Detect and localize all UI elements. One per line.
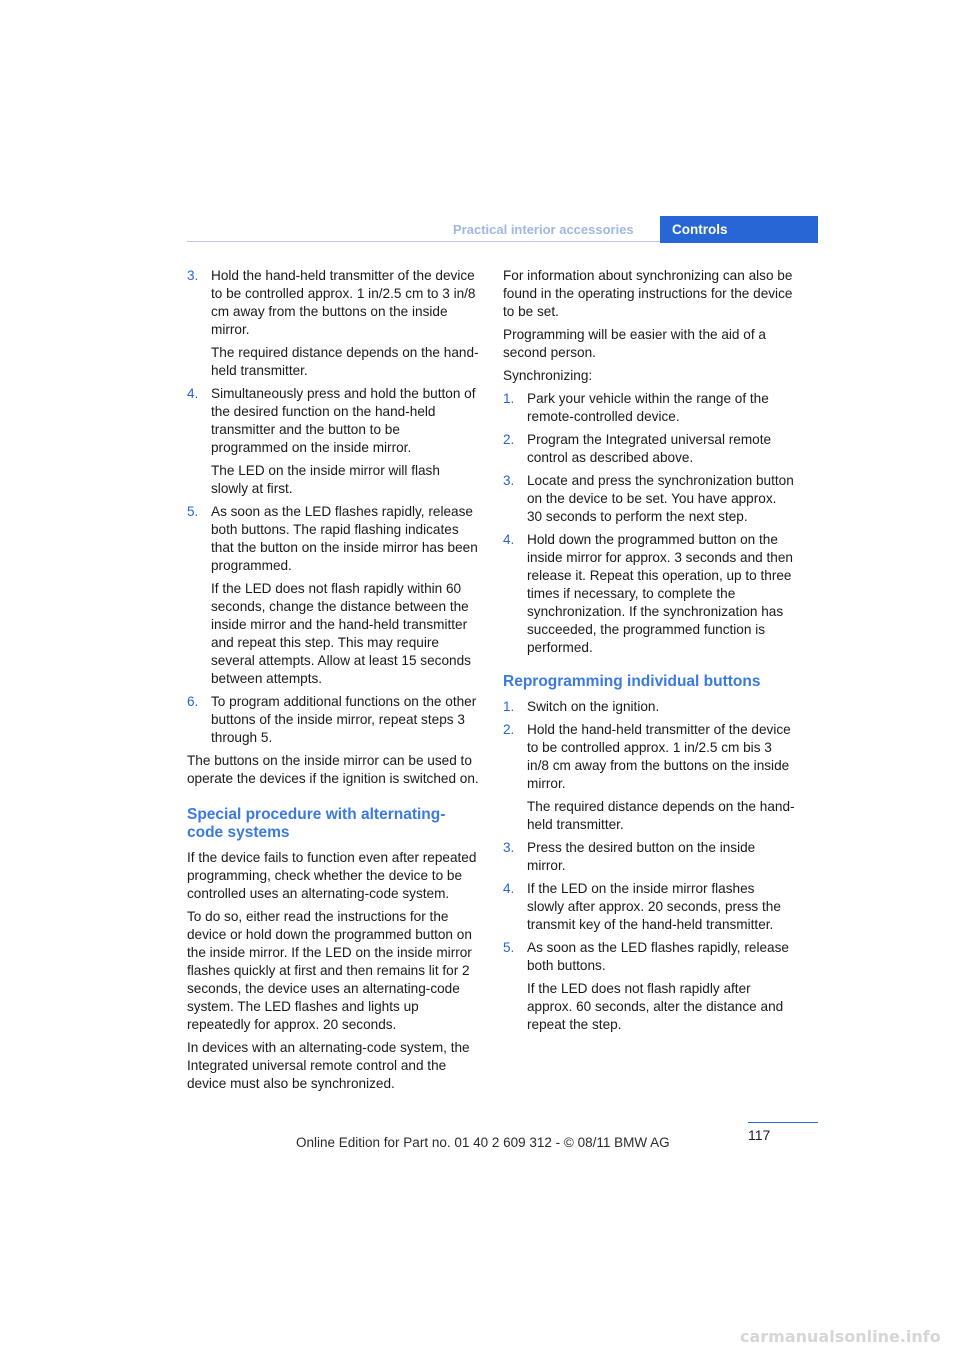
paragraph: For information about synchronizing can also be found in the operating instructions for the device to be set. (503, 268, 793, 319)
step-note: If the LED does not flash rapidly after approx. 60 seconds, alter the distance and repeat the step. (527, 981, 784, 1032)
step-number: 4. (503, 881, 515, 896)
paragraph: Synchronizing: (503, 368, 593, 383)
paragraph: If the device fails to function even after repeated programming, check whether the device to be controlled uses an alternating-code system. (187, 850, 477, 901)
step-text: Switch on the ignition. (527, 699, 660, 714)
step-number: 1. (503, 391, 515, 406)
step-item (503, 880, 795, 934)
page-number: 117 (748, 1127, 771, 1143)
step-item (187, 503, 479, 575)
footer-divider (748, 1122, 818, 1123)
step-text: Press the desired button on the inside mirror. (527, 840, 756, 873)
step-item (503, 839, 795, 875)
step-item (503, 531, 795, 657)
section-heading: Special procedure with alternating-code systems (187, 806, 446, 841)
step-note: If the LED does not flash rapidly within 60 seconds, change the distance between the inside mirror and the hand-held transmitter and repeat this step. This may require several attempts. Allow at least 15 seconds between attempts. (211, 581, 471, 686)
step-text: As soon as the LED flashes rapidly, release both buttons. The rapid flashing indicates that the button on the inside mirror has been programmed. (211, 504, 478, 573)
step-number: 3. (503, 840, 515, 855)
edition-note: Online Edition for Part no. 01 40 2 609 312 - © 08/11 BMW AG (296, 1135, 670, 1150)
step-text: Locate and press the synchronization button on the device to be set. You have approx. 30 seconds to perform the next step. (527, 473, 794, 524)
chapter-tab: Controls (660, 216, 818, 243)
step-text: If the LED on the inside mirror flashes slowly after approx. 20 seconds, press the transmit key of the hand-held transmitter. (527, 881, 781, 932)
step-text: Hold down the programmed button on the inside mirror for approx. 3 seconds and then release it. Repeat this operation, up to three times if necessary, to complete the synchronization. If the synchronization has succeeded, the programmed function is performed. (527, 532, 793, 655)
step-item (187, 693, 479, 747)
step-item (503, 939, 795, 975)
step-item (503, 698, 795, 716)
step-text: Park your vehicle within the range of the remote-controlled device. (527, 391, 769, 424)
step-item (503, 721, 795, 793)
step-item (503, 431, 795, 467)
step-text: As soon as the LED flashes rapidly, release both buttons. (527, 940, 789, 973)
step-number: 4. (187, 386, 199, 401)
step-text: Simultaneously press and hold the button of the desired function on the hand-held transmitter and the button to be programmed on the inside mirror. (211, 386, 476, 455)
step-number: 3. (187, 268, 199, 283)
step-number: 5. (503, 940, 515, 955)
step-text: Hold the hand-held transmitter of the device to be controlled approx. 1 in/2.5 cm to 3 in/8 cm away from the buttons on the inside mirror. (211, 268, 476, 337)
watermark: carmanualsonline.info (740, 1327, 941, 1346)
step-note: The LED on the inside mirror will flash slowly at first. (211, 463, 440, 496)
paragraph: In devices with an alternating-code system, the Integrated universal remote control and the device must also be synchronized. (187, 1040, 470, 1091)
paragraph: To do so, either read the instructions for the device or hold down the programmed button on the inside mirror. If the LED on the inside mirror flashes quickly at first and then remains lit for 2 seconds, the device uses an alternating-code system. The LED flashes and lights up repeatedly for approx. 20 seconds. (187, 909, 472, 1032)
step-number: 5. (187, 504, 199, 519)
step-item (503, 390, 795, 426)
step-number: 3. (503, 473, 515, 488)
section-heading: Reprogramming individual buttons (503, 673, 761, 690)
step-note: The required distance depends on the hand-held transmitter. (211, 345, 479, 378)
step-number: 2. (503, 432, 515, 447)
step-item (187, 267, 479, 339)
section-title: Practical interior accessories (453, 222, 634, 237)
step-number: 6. (187, 694, 199, 709)
step-number: 4. (503, 532, 515, 547)
step-item (503, 472, 795, 526)
step-item (187, 385, 479, 457)
header-divider (187, 241, 660, 242)
step-text: Hold the hand-held transmitter of the device to be controlled approx. 1 in/2.5 cm bis 3 in/8 cm away from the buttons on the inside mirror. (527, 722, 791, 791)
paragraph: The buttons on the inside mirror can be used to operate the devices if the ignition is switched on. (187, 753, 479, 786)
step-number: 1. (503, 699, 515, 714)
step-note: The required distance depends on the hand-held transmitter. (527, 799, 795, 832)
left-column (187, 267, 479, 1098)
step-text: Program the Integrated universal remote control as described above. (527, 432, 772, 465)
paragraph: Programming will be easier with the aid of a second person. (503, 327, 766, 360)
step-number: 2. (503, 722, 515, 737)
step-text: To program additional functions on the other buttons of the inside mirror, repeat steps 3 through 5. (211, 694, 477, 745)
right-column (503, 267, 795, 1039)
